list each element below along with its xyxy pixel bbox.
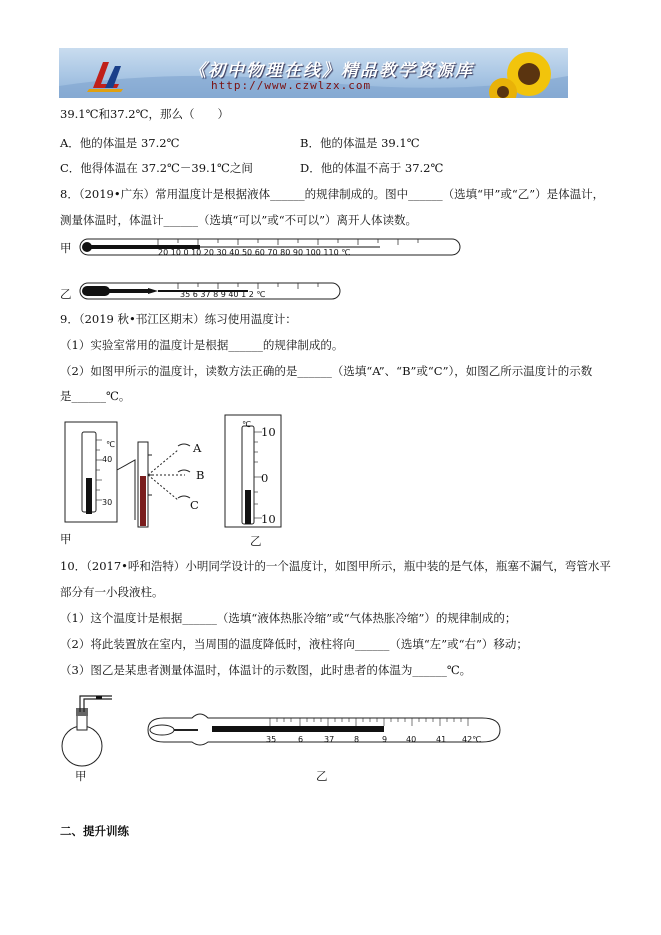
q9-yi-tick-bottom: 10 — [261, 512, 276, 526]
q10-scale-37: 37 — [324, 735, 335, 744]
q8-line1: 8．（2019•广东）常用温度计是根据液体______的规律制成的。图中______（选填“甲”或“乙”）是体温计， — [60, 187, 605, 201]
q9-sub2a: （2）如图甲所示的温度计，读数方法正确的是______（选填“A”、“B”或“C”），如图乙所示温度计的示数 — [60, 364, 593, 378]
q9-fig-jia-caption: 甲 — [60, 532, 72, 546]
q9-jia-unit: ℃ — [106, 440, 115, 449]
q10-sub1: （1）这个温度计是根据______（选填“液体热胀冷缩”或“气体热胀冷缩”）的规律制成的； — [60, 611, 517, 625]
q10-scale-41: 41 — [436, 735, 447, 744]
q10-line2: 部分有一小段液柱。 — [60, 585, 164, 599]
q10-scale-42: 42℃ — [462, 735, 482, 744]
q10-fig-jia-caption: 甲 — [75, 769, 87, 783]
q9-line1: 9．（2019 秋•邗江区期末）练习使用温度计： — [60, 312, 297, 326]
header-banner — [59, 48, 568, 98]
q7-option-c: C．他得体温在 37.2℃－39.1℃之间 — [60, 161, 253, 175]
q10-scale-40: 40 — [406, 735, 417, 744]
q10-fig-flask — [60, 688, 120, 773]
q8-fig-jia-label: 甲 — [60, 241, 72, 255]
q7-option-a: A．他的体温是 37.2℃ — [60, 136, 180, 150]
q10-scale-8: 8 — [354, 735, 360, 744]
q9-jia-tick-top: 40 — [102, 455, 113, 464]
q8-fig-yi-label: 乙 — [60, 287, 72, 301]
section-heading: 二、提升训练 — [60, 824, 129, 838]
q10-fig-yi-caption: 乙 — [316, 769, 328, 783]
q9-yi-unit: ℃ — [242, 420, 251, 429]
q9-sub2b: 是______℃。 — [60, 389, 131, 403]
banner-title: 《初中物理在线》精品教学资源库 — [189, 61, 474, 81]
q9-arrow-a-label: A — [193, 441, 202, 455]
q10-scale-9: 9 — [382, 735, 388, 744]
q8-line2: 测量体温时，体温计______（选填“可以”或“不可以”）离开人体读数。 — [60, 213, 418, 227]
sunflower-icon — [489, 52, 551, 98]
q10-scale-35: 35 — [266, 735, 277, 744]
q8-yi-scale-label: 35 6 37 8 9 40 1 2 ℃ — [180, 290, 266, 299]
q9-yi-tick-top: 10 — [261, 425, 276, 439]
q7-stem-tail: 39.1℃和37.2℃，那么（ ） — [60, 107, 229, 121]
q10-scale-6: 6 — [298, 735, 304, 744]
banner-url: http://www.czwlzx.com — [211, 79, 372, 92]
q7-option-d: D．他的体温不高于 37.2℃ — [300, 161, 444, 175]
q7-option-b: B．他的体温是 39.1℃ — [300, 136, 420, 150]
q9-sub1: （1）实验室常用的温度计是根据______的规律制成的。 — [60, 338, 344, 352]
q10-fig-thermometer — [142, 708, 502, 748]
q9-arrow-c-label: C — [190, 498, 199, 512]
q9-jia-tick-bottom: 30 — [102, 498, 113, 507]
q10-sub2: （2）将此装置放在室内，当周围的温度降低时，液柱将向______（选填“左”或“右”）移动； — [60, 637, 528, 651]
q10-line1: 10．（2017•呼和浩特）小明同学设计的一个温度计，如图甲所示，瓶中装的是气体，瓶塞不漏气，弯管水平 — [60, 559, 611, 573]
q8-jia-scale-label: 20 10 0 10 20 30 40 50 60 70 80 90 100 110 ℃ — [158, 248, 351, 257]
q9-yi-tick-mid: 0 — [261, 471, 269, 485]
q9-fig-yi-caption: 乙 — [250, 534, 262, 548]
q10-sub3: （3）图乙是某患者测量体温时，体温计的示数图，此时患者的体温为______℃。 — [60, 663, 472, 677]
q9-arrow-b-label: B — [196, 468, 205, 482]
